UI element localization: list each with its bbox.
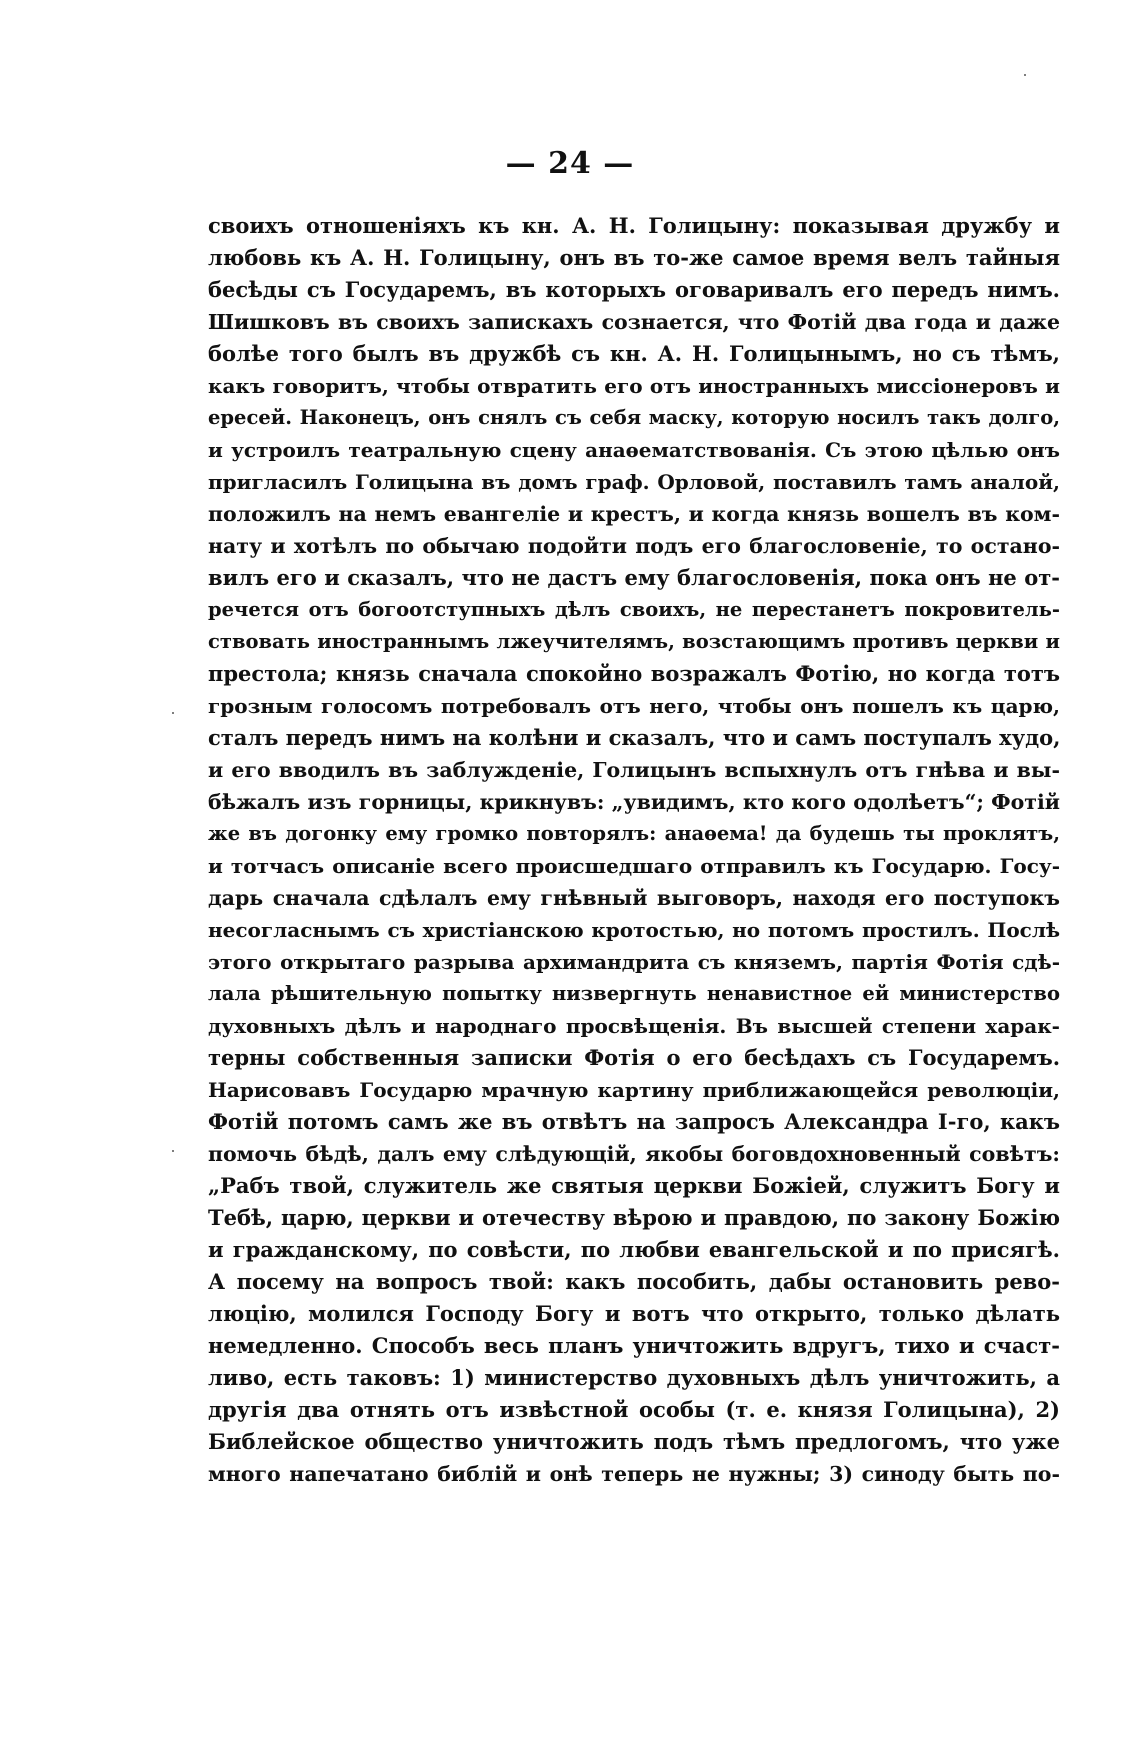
text-line: другія два отнять отъ извѣстной особы (т. е. князя Голицына), 2) [208,1397,1060,1422]
text-line: люцію, молился Господу Богу и вотъ что открыто, только дѣлать [208,1301,1060,1326]
text-line: бѣжалъ изъ горницы, крикнувъ: „увидимъ, кто кого одолѣетъ“; Фотій [208,790,1060,814]
paper-speck [172,712,174,714]
text-line: пригласилъ Голицына въ домъ граф. Орловой, поставилъ тамъ аналой, [208,470,1060,494]
text-line: терны собственныя записки Фотія о его бесѣдахъ съ Государемъ. [208,1045,1060,1070]
text-line: какъ говоритъ, чтобы отвратить его отъ иностранныхъ миссіонеровъ и [208,374,1060,398]
text-line: несогласнымъ съ христіанскою кротостью, но потомъ простилъ. Послѣ [208,918,1060,942]
text-line: дарь сначала сдѣлалъ ему гнѣвный выговоръ, находя его поступокъ [208,886,1060,910]
text-line: престола; князь сначала спокойно возражалъ Фотію, но когда тотъ [208,661,1060,686]
text-line: речется отъ богоотступныхъ дѣлъ своихъ, не перестанетъ покровитель- [208,598,1060,621]
text-line: грозным голосомъ потребовалъ отъ него, чтобы онъ пошелъ къ царю, [208,694,1060,718]
text-line: своихъ отношеніяхъ къ кн. А. Н. Голицыну: показывая дружбу и [208,213,1060,238]
text-line: Тебѣ, царю, церкви и отечеству вѣрою и правдою, по закону Божію [208,1205,1060,1230]
page-number: — 24 — [505,146,635,181]
text-line: Шишковъ въ своихъ запискахъ сознается, что Фотій два года и даже [208,310,1060,334]
text-line: и его вводилъ въ заблужденіе, Голицынъ вспыхнулъ отъ гнѣва и вы- [208,758,1060,782]
text-line: любовь къ А. Н. Голицыну, онъ въ то-же самое время велъ тайныя [208,245,1060,270]
text-line: ересей. Наконецъ, онъ снялъ съ себя маску, которую носилъ такъ долго, [208,406,1060,429]
text-line: Фотій потомъ самъ же въ отвѣтъ на запросъ Александра I-го, какъ [208,1109,1060,1134]
text-line: и гражданскому, по совѣсти, по любви евангельской и по присягѣ. [208,1237,1060,1262]
text-line: сталъ передъ нимъ на колѣни и сказалъ, что и самъ поступалъ худо, [208,725,1060,750]
text-line: помочь бѣдѣ, далъ ему слѣдующій, якобы боговдохновенный совѣтъ: [208,1142,1060,1166]
text-line: болѣе того былъ въ дружбѣ съ кн. А. Н. Голицынымъ, но съ тѣмъ, [208,341,1060,366]
paper-speck [172,1150,174,1152]
text-line: Нарисовавъ Государю мрачную картину приближающейся революціи, [208,1078,1060,1102]
text-line: А посему на вопросъ твой: какъ пособить, дабы остановить рево- [208,1269,1060,1294]
text-line: духовныхъ дѣлъ и народнаго просвѣщенія. Въ высшей степени харак- [208,1014,1060,1038]
text-line: нату и хотѣлъ по обычаю подойти подъ его благословеніе, то остано- [208,534,1060,558]
text-line: и устроилъ театральную сцену анаѳематствованія. Съ этою цѣлью онъ [208,438,1060,462]
text-line: ствовать иностраннымъ лжеучителямъ, возстающимъ противъ церкви и [208,630,1060,653]
paper-speck [1024,74,1026,76]
text-line: Библейское общество уничтожить подъ тѣмъ предлогомъ, что уже [208,1429,1060,1454]
text-line: ливо, есть таковъ: 1) министерство духовныхъ дѣлъ уничтожить, а [208,1365,1060,1390]
text-line: же въ догонку ему громко повторялъ: анаѳема! да будешь ты проклятъ, [208,822,1060,845]
text-line: положилъ на немъ евангеліе и крестъ, и когда князь вошелъ въ ком- [208,502,1060,526]
text-line: лала рѣшительную попытку низвергнуть ненавистное ей министерство [208,982,1060,1005]
body-text [208,210,1060,1490]
text-line: этого открытаго разрыва архимандрита съ княземъ, партія Фотія сдѣ- [208,950,1060,974]
text-line: немедленно. Способъ весь планъ уничтожить вдругъ, тихо и счаст- [208,1333,1060,1358]
text-line: „Рабъ твой, служитель же святыя церкви Божіей, служитъ Богу и [208,1173,1060,1198]
text-line: бесѣды съ Государемъ, въ которыхъ оговаривалъ его передъ нимъ. [208,277,1060,302]
text-line: вилъ его и сказалъ, что не дастъ ему благословенія, пока онъ не от- [208,565,1060,590]
text-line: много напечатано библій и онѣ теперь не нужны; 3) синоду быть по- [208,1462,1060,1486]
text-line: и тотчасъ описаніе всего происшедшаго отправилъ къ Государю. Госу- [208,854,1060,878]
